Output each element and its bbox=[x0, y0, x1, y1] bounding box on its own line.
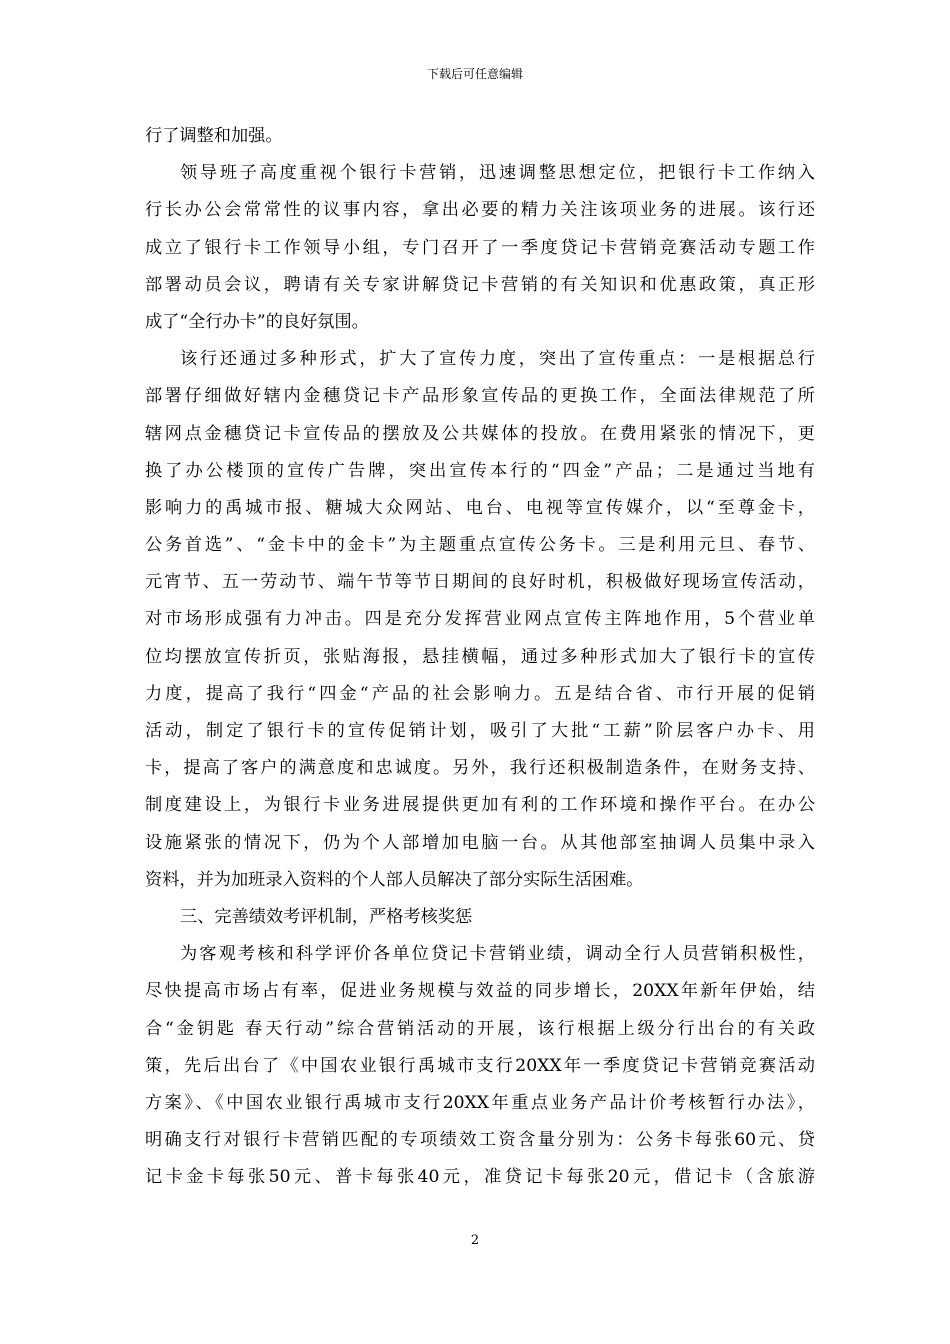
text-line: 合“金钥匙 春天行动”综合营销活动的开展，该行根据上级分行出台的有关政 bbox=[145, 1018, 815, 1039]
text-line: 行长办公会常常性的议事内容，拿出必要的精力关注该项业务的进展。该行还 bbox=[145, 200, 815, 221]
text-line: 策，先后出台了《中国农业银行禹城市支行20XX年一季度贷记卡营销竞赛活动 bbox=[145, 1055, 815, 1076]
section-heading: 三、完善绩效考评机制，严格考核奖惩 bbox=[180, 906, 473, 927]
text-line: 成了“全行办卡”的良好氛围。 bbox=[145, 311, 369, 332]
document-body bbox=[145, 118, 815, 1196]
text-line: 明确支行对银行卡营销匹配的专项绩效工资含量分别为：公务卡每张60元、贷 bbox=[145, 1130, 815, 1151]
text-line: 位均摆放宣传折页，张贴海报，悬挂横幅，通过多种形式加大了银行卡的宣传 bbox=[145, 646, 815, 667]
text-line: 成立了银行卡工作领导小组，专门召开了一季度贷记卡营销竞赛活动专题工作 bbox=[145, 237, 815, 258]
text-line: 辖网点金穗贷记卡宣传品的摆放及公共媒体的投放。在费用紧张的情况下，更 bbox=[145, 423, 815, 444]
text-line: 行了调整和加强。 bbox=[145, 126, 283, 146]
text-line: 制度建设上，为银行卡业务进展提供更加有利的工作环境和操作平台。在办公 bbox=[145, 795, 815, 816]
text-line: 记卡金卡每张50元、普卡每张40元，准贷记卡每张20元，借记卡（含旅游 bbox=[145, 1167, 815, 1188]
text-line: 影响力的禹城市报、糖城大众网站、电台、电视等宣传媒介，以“至尊金卡， bbox=[145, 497, 815, 518]
paragraph-first-line: 为客观考核和科学评价各单位贷记卡营销业绩，调动全行人员营销积极性， bbox=[180, 944, 815, 965]
text-line: 部署仔细做好辖内金穗贷记卡产品形象宣传品的更换工作，全面法律规范了所 bbox=[145, 386, 815, 407]
text-line: 公务首选”、“金卡中的金卡”为主题重点宣传公务卡。三是利用元旦、春节、 bbox=[145, 535, 815, 556]
text-line: 资料，并为加班录入资料的个人部人员解决了部分实际生活困难。 bbox=[145, 869, 644, 890]
text-line: 换了办公楼顶的宣传广告牌，突出宣传本行的“四金”产品；二是通过当地有 bbox=[145, 460, 815, 481]
text-line: 尽快提高市场占有率，促进业务规模与效益的同步增长，20XX年新年伊始，结 bbox=[145, 981, 815, 1002]
page-number: 2 bbox=[470, 1233, 480, 1248]
paragraph-first-line: 领导班子高度重视个银行卡营销，迅速调整思想定位，把银行卡工作纳入 bbox=[180, 163, 815, 184]
paragraph-first-line: 该行还通过多种形式，扩大了宣传力度，突出了宣传重点：一是根据总行 bbox=[180, 349, 815, 370]
text-line: 卡，提高了客户的满意度和忠诚度。另外，我行还积极制造条件，在财务支持、 bbox=[145, 758, 815, 779]
text-line: 方案》、《中国农业银行禹城市支行20XX年重点业务产品计价考核暂行办法》， bbox=[145, 1092, 815, 1113]
text-line: 设施紧张的情况下，仍为个人部增加电脑一台。从其他部室抽调人员集中录入 bbox=[145, 832, 815, 853]
page-header: 下载后可任意编辑 bbox=[426, 67, 523, 81]
text-line: 活动，制定了银行卡的宣传促销计划，吸引了大批“工薪”阶层客户办卡、用 bbox=[145, 721, 815, 741]
text-line: 力度，提高了我行“四金“产品的社会影响力。五是结合省、市行开展的促销 bbox=[145, 683, 815, 704]
text-line: 对市场形成强有力冲击。四是充分发挥营业网点宣传主阵地作用，5个营业单 bbox=[145, 609, 815, 630]
text-line: 元宵节、五一劳动节、端午节等节日期间的良好时机，积极做好现场宣传活动， bbox=[145, 572, 815, 593]
text-line: 部署动员会议，聘请有关专家讲解贷记卡营销的有关知识和优惠政策，真正形 bbox=[145, 274, 815, 295]
